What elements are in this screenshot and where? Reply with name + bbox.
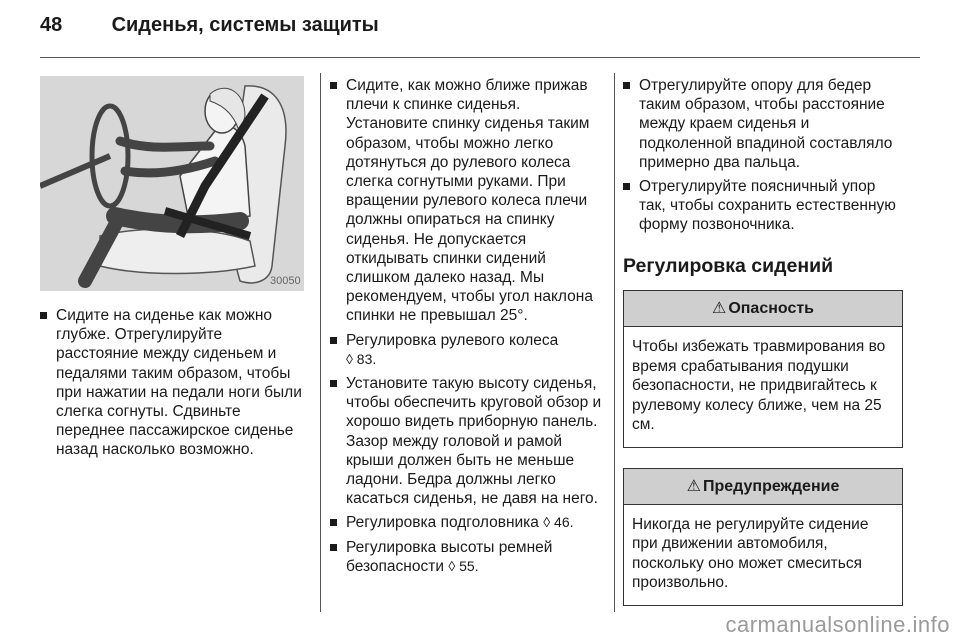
bullet-square-icon: [330, 519, 337, 526]
warning-text: Никогда не регулируйте сидение при движении автомобиля, поскольку оно может смеситься произвольно.: [632, 515, 869, 592]
bullet-square-icon: [623, 82, 630, 89]
warning-box-header: [624, 469, 902, 505]
list-item-text: Отрегулируйте поясничный упор так, чтобы сохранить естественную форму позвоночника.: [639, 178, 896, 234]
danger-box-header: [624, 291, 902, 327]
list-item-text: Установите такую высоту сиденья, чтобы обеспечить круговой обзор и хорошо видеть приборную панель. Зазор между головой и рамой крыши должен быть не меньше ладони. Бедра должны легко касаться сиденья, не давя на него.: [346, 375, 602, 508]
danger-title: Опасность: [728, 299, 815, 317]
page-reference-link[interactable]: ◊ 55.: [448, 557, 479, 574]
list-item: [330, 331, 602, 369]
list-item: [623, 177, 903, 235]
warning-triangle-icon: ⚠: [686, 477, 701, 495]
bullet-square-icon: [40, 312, 47, 319]
column-divider-1: [320, 73, 321, 612]
list-item: [330, 374, 602, 508]
header-rule: [40, 57, 920, 58]
bullet-list: [330, 76, 602, 576]
list-item-text: Отрегулируйте опору для бедер таким образом, чтобы расстояние между краем сиденья и подколенной впадиной составляло примерно два пальца.: [639, 77, 893, 171]
list-item: [40, 306, 305, 460]
bullet-square-icon: [330, 544, 337, 551]
bullet-square-icon: [330, 337, 337, 344]
page-number: 48: [40, 14, 63, 36]
column-right: [623, 76, 903, 626]
danger-text: Чтобы избежать травмирования во время срабатывания подушки безопасности, не придвигайтесь к рулевому колесу ближе, чем на 25 см.: [632, 338, 886, 434]
page-header: [40, 14, 379, 37]
section-heading: Регулировка сидений: [623, 254, 834, 277]
list-item: [330, 538, 602, 576]
watermark: carmanualsonline.info: [725, 612, 950, 637]
column-divider-2: [614, 73, 615, 612]
list-item: [623, 76, 903, 172]
list-item-text: Регулировка высоты ремней безопасности: [346, 538, 553, 575]
bullet-square-icon: [330, 82, 337, 89]
column-middle: [330, 76, 602, 581]
bullet-square-icon: [330, 380, 337, 387]
bullet-list: [623, 76, 903, 235]
warning-title: Предупреждение: [703, 477, 840, 495]
bullet-square-icon: [623, 183, 630, 190]
warning-box: [623, 468, 903, 606]
bullet-list: [40, 306, 305, 460]
list-item-text: Сидите на сиденье как можно глубже. Отрегулируйте расстояние между сиденьем и педалями таким образом, чтобы при нажатии на педали ноги были слегка согнуты. Сдвиньте переднее пассажирское сиденье назад насколько возможно.: [56, 307, 302, 459]
danger-box: [623, 290, 903, 448]
list-item-text: Сидите, как можно ближе прижав плечи к спинке сиденья. Установите спинку сиденья таким образом, чтобы можно легко дотянуться до рулевого колеса слегка согнутыми руками. При вращении рулевого колеса плечи должны опираться на спинку сиденья. Не допускается откидывать спинки сидений слишком далеко назад. Мы рекомендуем, чтобы угол наклона спинки не превышал 25°.: [346, 77, 593, 325]
list-item-text: Регулировка рулевого колеса: [346, 331, 559, 349]
page-title: Сиденья, системы защиты: [111, 14, 379, 36]
figure-code: 30050: [270, 275, 301, 287]
page-reference-link[interactable]: ◊ 46.: [543, 514, 574, 531]
list-item-text: Регулировка подголовника: [346, 514, 539, 532]
page-reference-link[interactable]: ◊ 83.: [346, 350, 377, 367]
warning-triangle-icon: ⚠: [711, 299, 727, 317]
list-item: [330, 76, 602, 326]
list-item: [330, 513, 602, 532]
column-left: [40, 76, 305, 465]
